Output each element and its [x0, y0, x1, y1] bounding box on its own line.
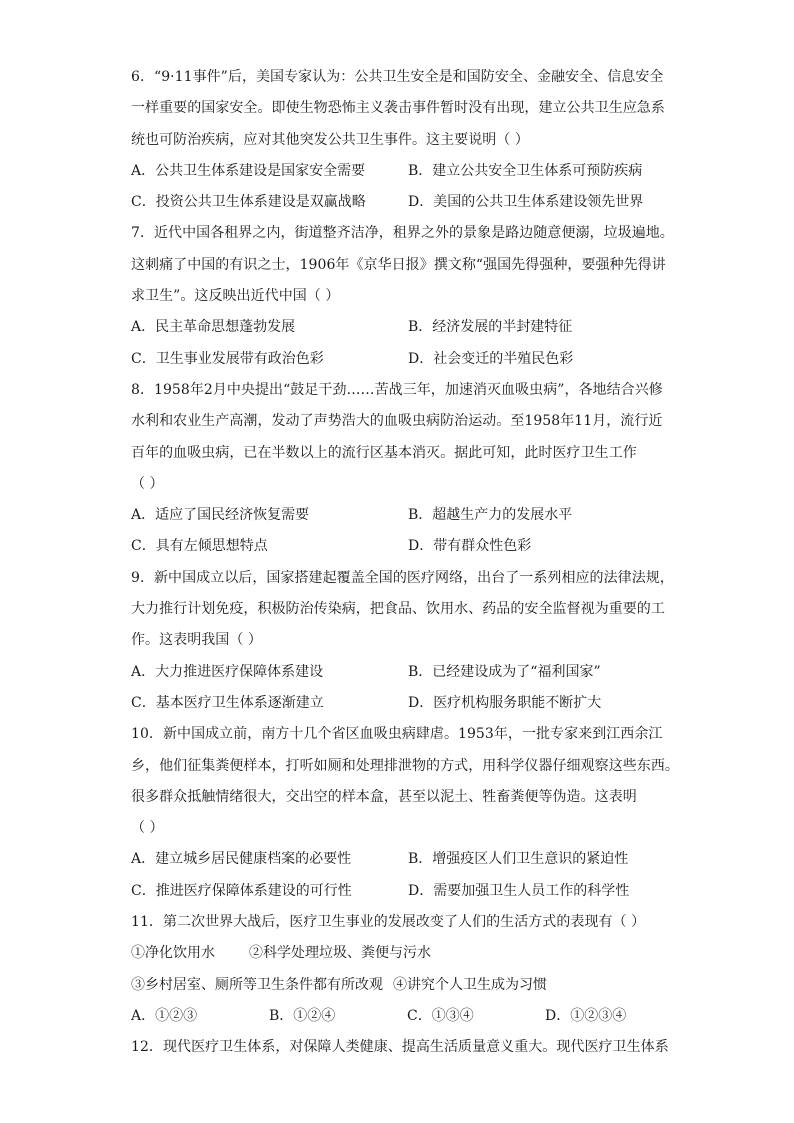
statement-2: ②科学处理垃圾、粪便与污水	[249, 945, 431, 962]
question-stem-line: 作。这表明我国（ ）	[131, 632, 262, 649]
question-10	[131, 719, 679, 907]
question-stem-line: 12．现代医疗卫生体系，对保障人类健康、提高生活质量意义重大。现代医疗卫生体系	[131, 1039, 669, 1056]
option-d: D．医疗机构服务职能不断扩大	[408, 694, 602, 711]
question-stem-line: 一样重要的国家安全。即使生物恐怖主义袭击事件暂时没有出现，建立公共卫生应急系	[131, 100, 665, 117]
option-d: D．带有群众性色彩	[408, 538, 532, 555]
option-c: C．基本医疗卫生体系逐渐建立	[131, 694, 324, 711]
option-a: A．大力推进医疗保障体系建设	[131, 663, 324, 680]
question-12	[131, 1032, 669, 1063]
option-row	[131, 344, 666, 375]
option-c: C．①③④	[407, 1007, 474, 1024]
option-c: C．投资公共卫生体系建设是双赢战略	[131, 194, 366, 211]
question-stem-line: 乡，他们征集粪便样本，打听如厕和处理排泄物的方式，用科学仪器仔细观察这些东西。	[131, 757, 679, 774]
question-stem-line: 百年的血吸虫病，已在半数以上的流行区基本消灭。据此可知，此时医疗卫生工作	[131, 444, 637, 461]
option-a: A．适应了国民经济恢复需要	[131, 507, 310, 524]
option-row	[131, 312, 666, 343]
question-6	[131, 62, 666, 218]
option-a: A．民主革命思想蓬勃发展	[131, 319, 296, 336]
question-stem-line: （ ）	[131, 820, 164, 837]
question-stem-line: 10．新中国成立前，南方十几个省区血吸虫病肆虐。1953年，一批专家来到江西余江	[131, 726, 663, 743]
option-c: C．具有左倾思想特点	[131, 538, 268, 555]
option-d: D．需要加强卫生人员工作的科学性	[408, 882, 630, 899]
option-a: A．公共卫生体系建设是国家安全需要	[131, 162, 366, 179]
question-stem-line: 大力推行计划免疫，积极防治传染病，把食品、饮用水、药品的安全监督视为重要的工	[131, 601, 665, 618]
option-d: D．①②③④	[545, 1007, 627, 1024]
question-stem-line: 8．1958年2月中央提出“鼓足干劲……苦战三年，加速消灭血吸虫病”，各地结合兴修	[131, 381, 663, 398]
option-row	[131, 187, 666, 218]
question-11	[131, 907, 666, 1032]
option-b: B．①②④	[269, 1007, 336, 1024]
option-b: B．建立公共安全卫生体系可预防疾病	[408, 162, 643, 179]
option-row	[131, 500, 666, 531]
option-c: C．推进医疗保障体系建设的可行性	[131, 882, 352, 899]
question-stem-line: 这刺痛了中国的有识之士，1906年《京华日报》撰文称“强国先得强种，要强种先得讲	[131, 256, 666, 273]
statement-4: ④讲究个人卫生成为习惯	[393, 976, 547, 993]
option-b: B．经济发展的半封建特征	[408, 319, 573, 336]
statement-3: ③乡村居室、厕所等卫生条件都有所改观	[131, 976, 383, 993]
option-a: A．①②③	[131, 1007, 198, 1024]
question-list	[131, 62, 679, 1064]
question-stem-line: 求卫生”。这反映出近代中国（ ）	[131, 288, 340, 305]
option-b: B．增强疫区人们卫生意识的紧迫性	[408, 851, 629, 868]
option-d: D．美国的公共卫生体系建设领先世界	[408, 194, 644, 211]
option-row	[131, 657, 666, 688]
question-stem-line: 7．近代中国各租界之内，街道整齐洁净，租界之外的景象是路边随意便溺，垃圾遍地。	[131, 225, 674, 242]
option-row	[131, 688, 666, 719]
question-stem-line: 6．“9·11事件”后，美国专家认为：公共卫生安全是和国防安全、金融安全、信息安全	[131, 69, 664, 85]
statement-row	[131, 938, 666, 969]
question-stem-line: （ ）	[131, 475, 164, 492]
statement-row	[131, 970, 666, 1001]
question-stem-line: 很多群众抵触情绪很大，交出空的样本盒，甚至以泥土、牲畜粪便等伪造。这表明	[131, 788, 637, 805]
question-stem-line: 11．第二次世界大战后，医疗卫生事业的发展改变了人们的生活方式的表现有（ ）	[131, 914, 646, 931]
statement-1: ①净化饮用水	[131, 945, 215, 962]
question-stem-line: 统也可防治疾病，应对其他突发公共卫生事件。这主要说明（ ）	[131, 131, 529, 148]
option-b: B．超越生产力的发展水平	[408, 507, 573, 524]
option-c: C．卫生事业发展带有政治色彩	[131, 350, 324, 367]
option-a: A．建立城乡居民健康档案的必要性	[131, 851, 352, 868]
option-b: B．已经建设成为了“福利国家”	[408, 663, 601, 680]
question-stem-line: 9．新中国成立以后，国家搭建起覆盖全国的医疗网络，出台了一系列相应的法律法规，	[131, 569, 674, 586]
option-d: D．社会变迁的半殖民色彩	[408, 350, 574, 367]
question-9	[131, 563, 674, 719]
option-row	[131, 876, 666, 907]
question-7	[131, 218, 674, 374]
question-stem-line: 水利和农业生产高潮，发动了声势浩大的血吸虫病防治运动。至1958年11月，流行近	[131, 413, 663, 430]
option-row	[131, 531, 666, 562]
option-row	[131, 844, 666, 875]
question-8	[131, 375, 666, 563]
option-row	[131, 156, 666, 187]
option-row	[131, 1001, 666, 1032]
